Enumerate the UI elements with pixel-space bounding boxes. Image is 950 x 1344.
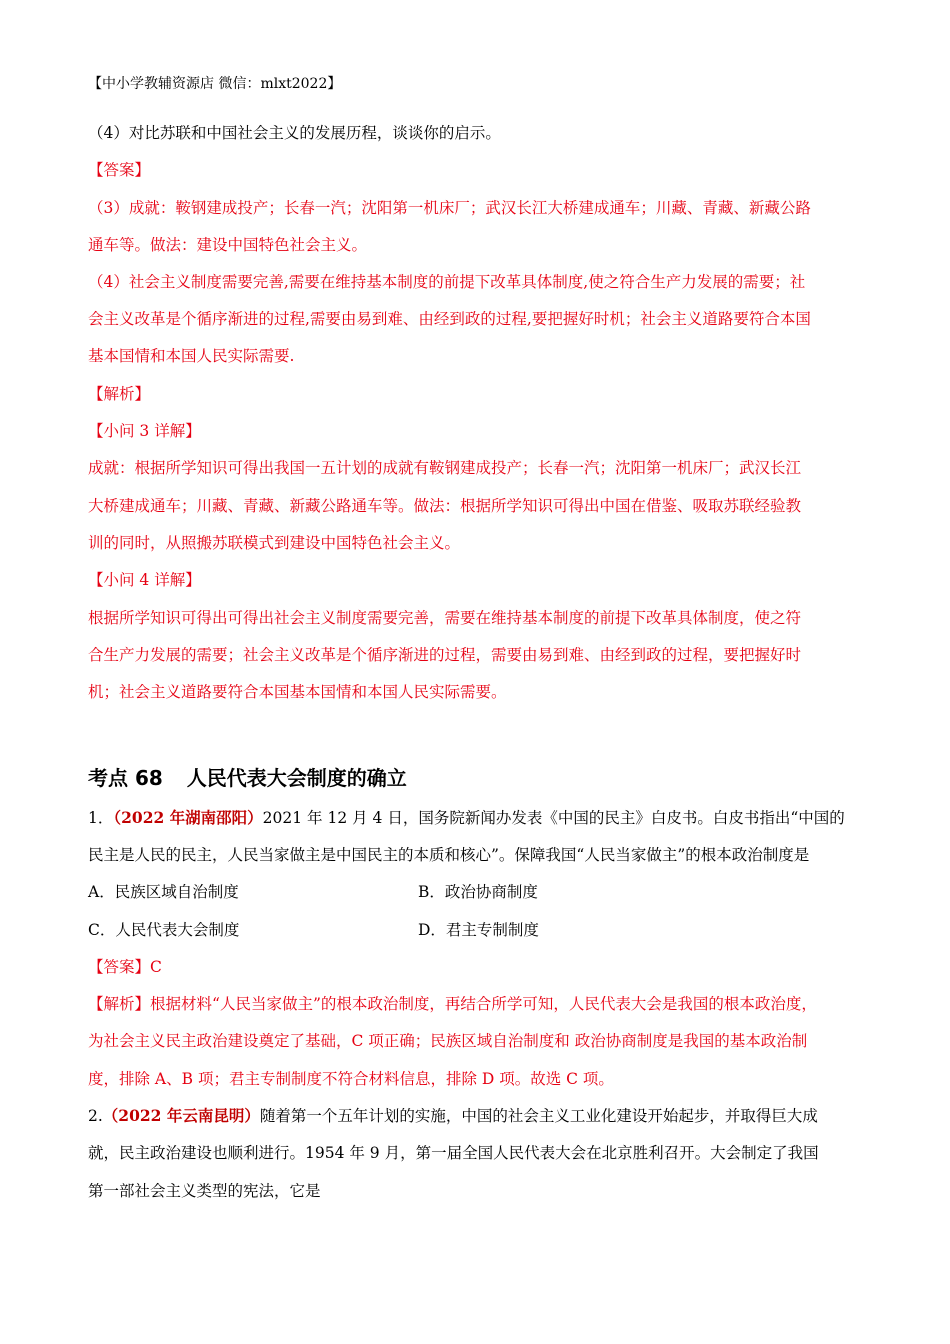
question-2-line-1 — [88, 1106, 868, 1126]
question-4-prompt: （4）对比苏联和中国社会主义的发展历程，谈谈你的启示。 — [88, 124, 501, 142]
question-1-text: 2021 年 12 月 4 日，国务院新闻办发表《中国的民主》白皮书。白皮书指出“中国的 — [262, 809, 845, 827]
answer-4-line-2: 会主义改革是个循序渐进的过程,需要由易到难、由经到政的过程,要把握好时机；社会主义道路要符合本国 — [88, 310, 811, 328]
question-1-analysis-text: 根据材料“人民当家做主”的根本政治制度，再结合所学可知，人民代表大会是我国的根本政治度， — [150, 995, 817, 1013]
question-1-analysis-line-3: 度，排除 A、B 项；君主专制制度不符合材料信息，排除 D 项。故选 C 项。 — [88, 1070, 614, 1088]
question-1-source: （2022 年湖南邵阳） — [113, 808, 263, 827]
sub-question-4-line-2: 合生产力发展的需要；社会主义改革是个循序渐进的过程，需要由易到难、由经到政的过程，要把握好时 — [88, 646, 802, 664]
sub-question-3-line-3: 训的同时，从照搬苏联模式到建设中国特色社会主义。 — [88, 534, 461, 552]
option-a: A．民族区域自治制度 — [88, 883, 239, 901]
watermark-header: 【中小学教辅资源店 微信：mlxt2022】 — [88, 76, 342, 92]
sub-question-3-line-2: 大桥建成通车；川藏、青藏、新藏公路通车等。做法：根据所学知识可得出中国在借鉴、吸取苏联经验教 — [88, 497, 802, 515]
answer-3-line-2: 通车等。做法：建设中国特色社会主义。 — [88, 236, 368, 254]
question-1-analysis-line-2: 为社会主义民主政治建设奠定了基础，C 项正确；民族区域自治制度和 政治协商制度是我国的基本政治制 — [88, 1032, 808, 1050]
question-1-analysis-line-1 — [88, 994, 868, 1014]
section-number: 考点 68 — [88, 766, 163, 790]
option-d: D．君主专制制度 — [418, 921, 539, 939]
answer-4-line-1: （4）社会主义制度需要完善,需要在维持基本制度的前提下改革具体制度,使之符合生产力发展的需要；社 — [88, 273, 806, 291]
answer-label: 【答案】 — [88, 161, 151, 179]
question-2-line-2: 就，民主政治建设也顺利进行。1954 年 9 月，第一届全国人民代表大会在北京胜利召开。大会制定了我国 — [88, 1144, 819, 1162]
question-2-source: （2022 年云南昆明） — [102, 1106, 260, 1125]
sub-question-3-line-1: 成就：根据所学知识可得出我国一五计划的成就有鞍钢建成投产；长春一汽；沈阳第一机床厂；武汉长江 — [88, 459, 802, 477]
sub-question-4-label: 【小问 4 详解】 — [88, 571, 201, 589]
option-b: B．政治协商制度 — [418, 883, 538, 901]
sub-question-3-label: 【小问 3 详解】 — [88, 422, 201, 440]
answer-4-line-3: 基本国情和本国人民实际需要. — [88, 347, 295, 365]
question-2-number: 2. — [88, 1107, 103, 1125]
question-1-line-1 — [88, 808, 868, 828]
question-2-text: 随着第一个五年计划的实施，中国的社会主义工业化建设开始起步，并取得巨大成 — [259, 1107, 818, 1125]
question-2-line-3: 第一部社会主义类型的宪法，它是 — [88, 1182, 321, 1200]
sub-question-4-line-3: 机；社会主义道路要符合本国基本国情和本国人民实际需要。 — [88, 683, 507, 701]
analysis-label: 【解析】 — [88, 385, 151, 403]
option-c: C．人民代表大会制度 — [88, 921, 240, 939]
question-1-line-2: 民主是人民的民主，人民当家做主是中国民主的本质和核心”。保障我国“人民当家做主”的根本政治制度是 — [88, 846, 810, 864]
question-1-number: 1． — [88, 809, 114, 827]
question-1-answer: 【答案】C — [88, 958, 162, 976]
sub-question-4-line-1: 根据所学知识可得出可得出社会主义制度需要完善，需要在维持基本制度的前提下改革具体制度，使之符 — [88, 609, 802, 627]
answer-3-line-1: （3）成就：鞍钢建成投产；长春一汽；沈阳第一机床厂；武汉长江大桥建成通车；川藏、青藏、新藏公路 — [88, 199, 811, 217]
section-heading — [88, 762, 431, 791]
section-title: 人民代表大会制度的确立 — [186, 766, 407, 790]
question-1-analysis-label: 【解析】 — [88, 995, 151, 1013]
